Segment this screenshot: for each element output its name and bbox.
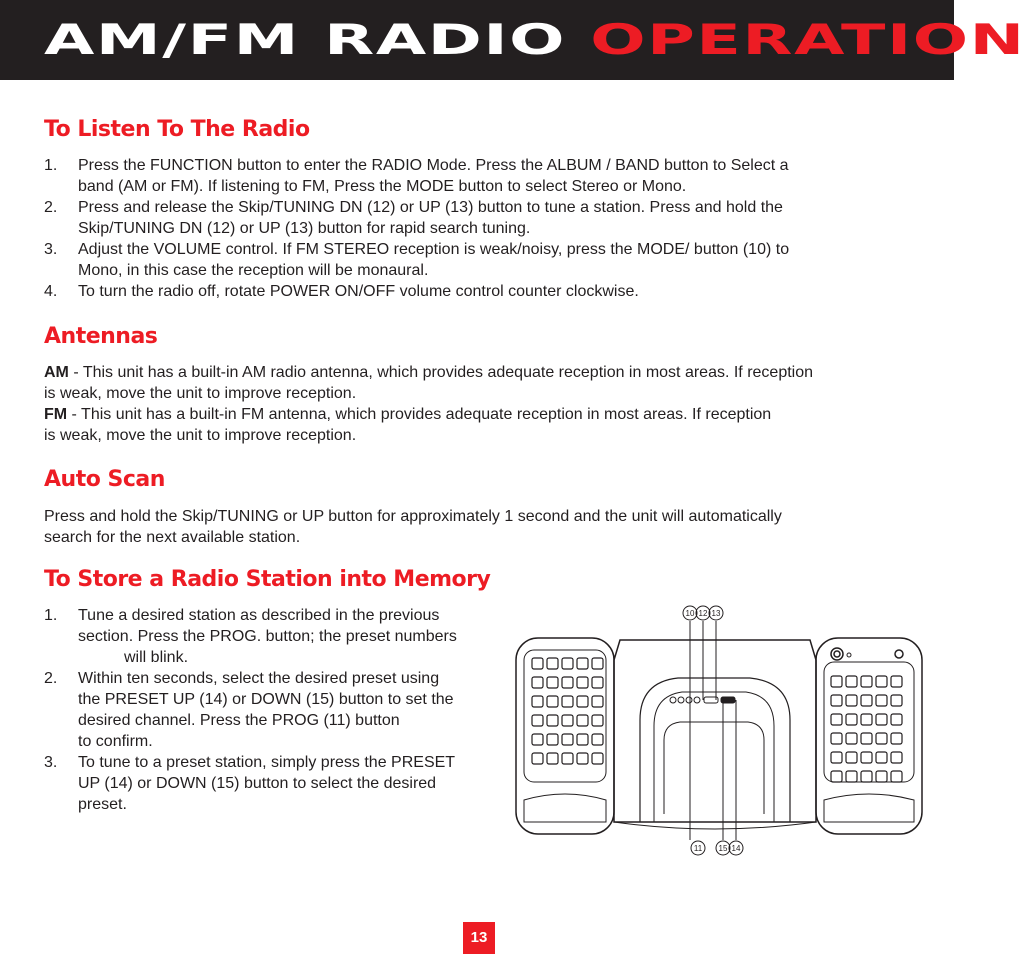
item-line: section. Press the PROG. button; the preset numbers (78, 628, 457, 645)
list-item (44, 155, 914, 197)
item-line: Skip/TUNING DN (12) or UP (13) button for rapid search tuning. (78, 220, 531, 237)
grille-slot (532, 696, 543, 707)
item-line: UP (14) or DOWN (15) button to select the desired (78, 775, 437, 792)
page-header (0, 0, 1026, 80)
grille-slot (547, 658, 558, 669)
grille-slot (532, 734, 543, 745)
item-line: preset. (78, 796, 127, 813)
title-white: AM/FM RADIO (44, 15, 567, 64)
item-line: to confirm. (78, 733, 153, 750)
grille-slot (876, 733, 887, 744)
page-title (44, 14, 1026, 66)
grille-slot (846, 752, 857, 763)
am-line: - This unit has a built-in AM radio antenna, which provides adequate reception in most areas. If reception (68, 364, 814, 381)
list-item (44, 239, 914, 281)
grille-slot (547, 734, 558, 745)
antennas-text (44, 362, 924, 446)
am-label: AM (44, 364, 69, 381)
listen-list (44, 155, 914, 302)
grille-slot (846, 771, 857, 782)
item-number: 3. (44, 241, 58, 258)
grille-slot (577, 677, 588, 688)
knob-icon (831, 648, 843, 660)
grille-slot (592, 715, 603, 726)
grille-slot (562, 696, 573, 707)
grille-slot (562, 715, 573, 726)
grille-slot (577, 658, 588, 669)
grille-slot (861, 714, 872, 725)
grille-slot (592, 658, 603, 669)
item-number: 2. (44, 199, 58, 216)
item-line: Mono, in this case the reception will be monaural. (78, 262, 429, 279)
grille-slot (861, 771, 872, 782)
item-line: Within ten seconds, select the desired preset using (78, 670, 440, 687)
listen-title: To Listen To The Radio (44, 117, 310, 142)
title-red: OPERATION (590, 15, 1026, 64)
autoscan-line: Press and hold the Skip/TUNING or UP button for approximately 1 second and the unit will automatically (44, 508, 782, 525)
autoscan-text (44, 506, 924, 548)
item-line: Tune a desired station as described in the previous (78, 607, 440, 624)
callout-14: 14 (731, 844, 741, 853)
item-number: 2. (44, 670, 58, 687)
item-line: To tune to a preset station, simply press the PRESET (78, 754, 456, 771)
radio-device-diagram (510, 600, 930, 860)
grille-slot (532, 658, 543, 669)
grille-slot (846, 733, 857, 744)
list-item (44, 752, 514, 815)
callout-15: 15 (718, 844, 728, 853)
grille-slot (891, 695, 902, 706)
list-item (44, 281, 914, 302)
item-line: will blink. (124, 649, 189, 666)
item-number: 1. (44, 157, 58, 174)
grille-slot (592, 696, 603, 707)
grille-slot (891, 733, 902, 744)
item-line: desired channel. Press the PROG (11) button (78, 712, 400, 729)
grille-slot (876, 771, 887, 782)
grille-slot (891, 771, 902, 782)
item-line: the PRESET UP (14) or DOWN (15) button to set the (78, 691, 454, 708)
list-item (44, 197, 914, 239)
grille-slot (562, 658, 573, 669)
grille-slot (831, 771, 842, 782)
callout-12: 12 (698, 609, 708, 618)
grille-slot (861, 733, 872, 744)
callout-10: 10 (685, 609, 695, 618)
grille-slot (592, 734, 603, 745)
grille-slot (891, 752, 902, 763)
autoscan-line: search for the next available station. (44, 529, 301, 546)
item-number: 4. (44, 283, 58, 300)
grille-slot (831, 676, 842, 687)
list-item (44, 605, 514, 668)
grille-slot (876, 752, 887, 763)
grille-slot (547, 696, 558, 707)
callout-11: 11 (693, 844, 703, 853)
grille-slot (577, 696, 588, 707)
left-speaker-grille (532, 658, 603, 764)
store-title: To Store a Radio Station into Memory (44, 567, 491, 592)
grille-slot (876, 695, 887, 706)
grille-slot (846, 676, 857, 687)
grille-slot (547, 753, 558, 764)
center-unit (614, 640, 816, 822)
item-line: To turn the radio off, rotate POWER ON/OFF volume control counter clockwise. (78, 283, 639, 300)
right-speaker (816, 638, 922, 834)
item-number: 1. (44, 607, 58, 624)
left-speaker (516, 638, 614, 834)
grille-slot (861, 676, 872, 687)
item-line: band (AM or FM). If listening to FM, Press the MODE button to select Stereo or Mono. (78, 178, 687, 195)
grille-slot (577, 753, 588, 764)
grille-slot (592, 677, 603, 688)
grille-slot (876, 714, 887, 725)
grille-slot (547, 677, 558, 688)
right-speaker-grille (831, 676, 902, 782)
grille-slot (831, 752, 842, 763)
grille-slot (846, 695, 857, 706)
grille-slot (577, 715, 588, 726)
fm-line: - This unit has a built-in FM antenna, which provides adequate reception in most areas. If reception (67, 406, 772, 423)
store-list (44, 605, 514, 815)
grille-slot (562, 734, 573, 745)
grille-slot (592, 753, 603, 764)
item-line: Adjust the VOLUME control. If FM STEREO reception is weak/noisy, press the MODE/ button (10) to (78, 241, 790, 258)
autoscan-title: Auto Scan (44, 467, 165, 492)
grille-slot (876, 676, 887, 687)
item-line: Press the FUNCTION button to enter the RADIO Mode. Press the ALBUM / BAND button to Select a (78, 157, 789, 174)
grille-slot (861, 752, 872, 763)
grille-slot (891, 714, 902, 725)
grille-slot (577, 734, 588, 745)
grille-slot (846, 714, 857, 725)
item-line: Press and release the Skip/TUNING DN (12) or UP (13) button to tune a station. Press and hold the (78, 199, 783, 216)
grille-slot (831, 714, 842, 725)
grille-slot (532, 715, 543, 726)
antennas-title: Antennas (44, 324, 158, 349)
grille-slot (532, 753, 543, 764)
list-item (44, 668, 514, 752)
grille-slot (532, 677, 543, 688)
grille-slot (547, 715, 558, 726)
am-line: is weak, move the unit to improve reception. (44, 385, 357, 402)
grille-slot (861, 695, 872, 706)
fm-line: is weak, move the unit to improve reception. (44, 427, 357, 444)
grille-slot (831, 733, 842, 744)
grille-slot (891, 676, 902, 687)
item-number: 3. (44, 754, 58, 771)
grille-slot (831, 695, 842, 706)
grille-slot (562, 677, 573, 688)
page-number: 13 (463, 922, 495, 954)
callout-13: 13 (711, 609, 721, 618)
fm-label: FM (44, 406, 68, 423)
grille-slot (562, 753, 573, 764)
